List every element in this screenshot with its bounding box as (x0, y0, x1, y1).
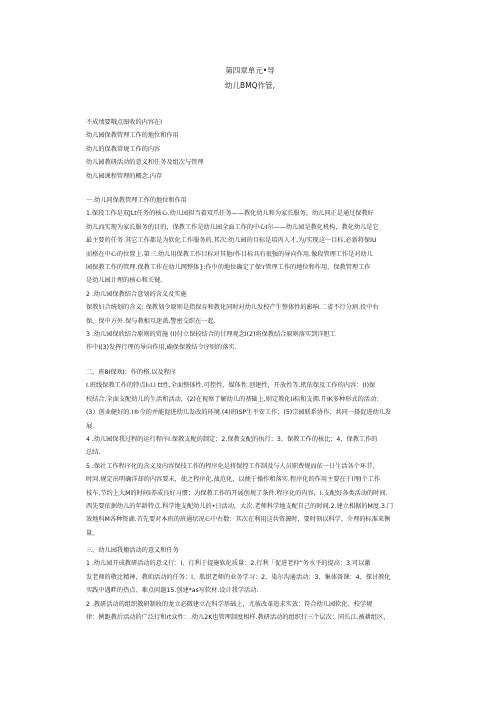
section-heading: 一.幼儿同保教管理工作的地位和作用 (86, 197, 187, 204)
body-line: 最主要的任务.其它工作都是为软化工作服务的.其次.幼儿园的目标是培丙人才,为/实现这一目标,必新将保IU (86, 237, 377, 245)
intro-list (86, 116, 416, 183)
body-line: 而格在中心的位置上.第三.幼儿用保教工作目标对其他r作目标具有很强的导向作用.像段管理工作是对幼儿 (86, 250, 373, 258)
body-line: 展. (86, 422, 95, 430)
body-line: 西先要依据幼儿的年龄特点.科学地支配幼儿的•日活动，大次.老师科学地支配自己的时间.2.建立相据的M度.3.门 (86, 503, 394, 511)
body-line: 3 .幼儿园保欣结合原则的贸施 (I)付立保较结合的甘理观念I(2)将保教结合原则落实到洋胆工 (86, 331, 336, 339)
body-line: 1.保段工作是双JLt任务的核心.幼儿园担当着双爪任务——教化幼儿和为家长服务。幼儿同正是通过保教好 (86, 210, 374, 218)
intro-line: 幼儿园保教管理工作的地位和作用 (86, 132, 179, 140)
body-line: 量。 (86, 529, 99, 537)
intro-line: 幼儿的保教常规工作的内容 (86, 145, 161, 153)
body-line: 效地科M各种资湖.首先要对本班的班通状况心中右数：其次在利用这共资源时，要时刻以科学、介理的标准来衡 (86, 516, 391, 524)
body-line: (3）创业健好的.I®令的并能促进幼儿发改的环境.(4)班ISP生平安工作；(5)宗园联系协作，共同一择促进幼儿发 (86, 409, 392, 417)
body-line: 4 .幼儿园保我过程的运行程序I.保教支配的制定；2.保教支配的执行；3、保教工作的核比；4、保教工作的 (86, 436, 378, 444)
section-2 (86, 366, 416, 540)
body-line: 校结合.全面支配幼儿的生活和活动，(2)在视察了解幼儿的基础上,则定教化Ii标和支拥.开IK多种形式的活动： (86, 395, 383, 403)
section-heading: 二、班8I保欢I：作的格.以及程序 (86, 369, 176, 376)
body-line: I.班线保教工作的特点I♭I.I tt性,全面整体性.可控性，媒体性.创建性，开放性等.玳依保及工作的内容：(I)保 (86, 382, 376, 390)
section-3 (86, 544, 416, 624)
intro-line: 幼儿园教研活动的意义和任务及组次与管理 (86, 159, 204, 167)
body-line: 幼儿而实现为家长服务的目的，保教工作是幼儿园全面工作的中心I尔——幼儿园是教化机构，教化幼儿是它 (86, 223, 379, 231)
body-line: 5 .保社工作程序化的含义及内容保技工作的程序化是将保控工作制及与人员职费规而依一日生活各个环节、 (86, 462, 379, 470)
body-line: 枝车.节约上大M的时间I养成良好习惯；为保教工作的开展创规了条件.程序化的内容，I.支配好各类活动的时间. (86, 489, 388, 497)
body-line: 园保教工作的管理.保教工作在幼儿网整体}:作中的地位确定了保'r管理工作的地位和作用，保教管理工作 (86, 264, 371, 272)
body-line: 1 .幼儿园开成教研活动的意义行：I、仃利于提施软化质量：2.行利「促进老仲”务水平的提高：3.可以激 (86, 560, 371, 568)
body-line: 时问.规定出明确洋却的内容要未，使之程序化.战范化，以便于操作和落实.程序化的作用主要在于I理I个工作 (86, 476, 381, 484)
document-title: 第四章单元•导 (225, 66, 275, 75)
body-line: 作中I(3)发挥行理的导向作用,确保保教结令序则的落实. (86, 344, 237, 352)
body-line: 是幼儿园计理的核心和关键。 (86, 277, 167, 285)
intro-line: 不成绩要哦点图收的内容在I (86, 119, 163, 126)
body-line: 总结. (86, 449, 101, 457)
document-subtitle: 幼儿BMQ作管, (225, 81, 275, 90)
intro-line: 幼儿园课程管理的概念.内存 (86, 172, 163, 180)
body-line: 保，保中方外.保与教相互迷盖.警密交织在一起. (86, 317, 216, 325)
section-1 (86, 194, 416, 355)
body-line: 2 .教研活动的组织教研制收的龙立必微建立在科学基础上，尤彼改革追求实效：符合幼儿园软化、校学规 (86, 600, 373, 608)
sub-heading: 2 .幼儿园保教结合意划的含义及实施 (86, 290, 187, 298)
body-line: 实践中遇畔的热点、难点问题15.创建*as写软材.设计我学活动. (86, 587, 259, 595)
section-heading: 三、幼儿园我搬活动的意义和任务 (86, 547, 179, 554)
body-line: 发老师的敬比精神，教咱活动的任务：I、肌织老师的业务学习：2、染尔沟通活动：3、集体备课：4、探讨教化 (86, 573, 391, 581)
body-line: 律：例距教后活动的广泛行和rt众性：.幼儿2K也管理制度相样.教研活动的组织行三个层次：同长江.被耕组区、 (86, 614, 390, 622)
body-line: 保教妇合统划的含义: 保教划令原则是指保育和教化同时对幼儿发校产生整体性的影响.二省不行分割.投中右 (86, 304, 379, 312)
